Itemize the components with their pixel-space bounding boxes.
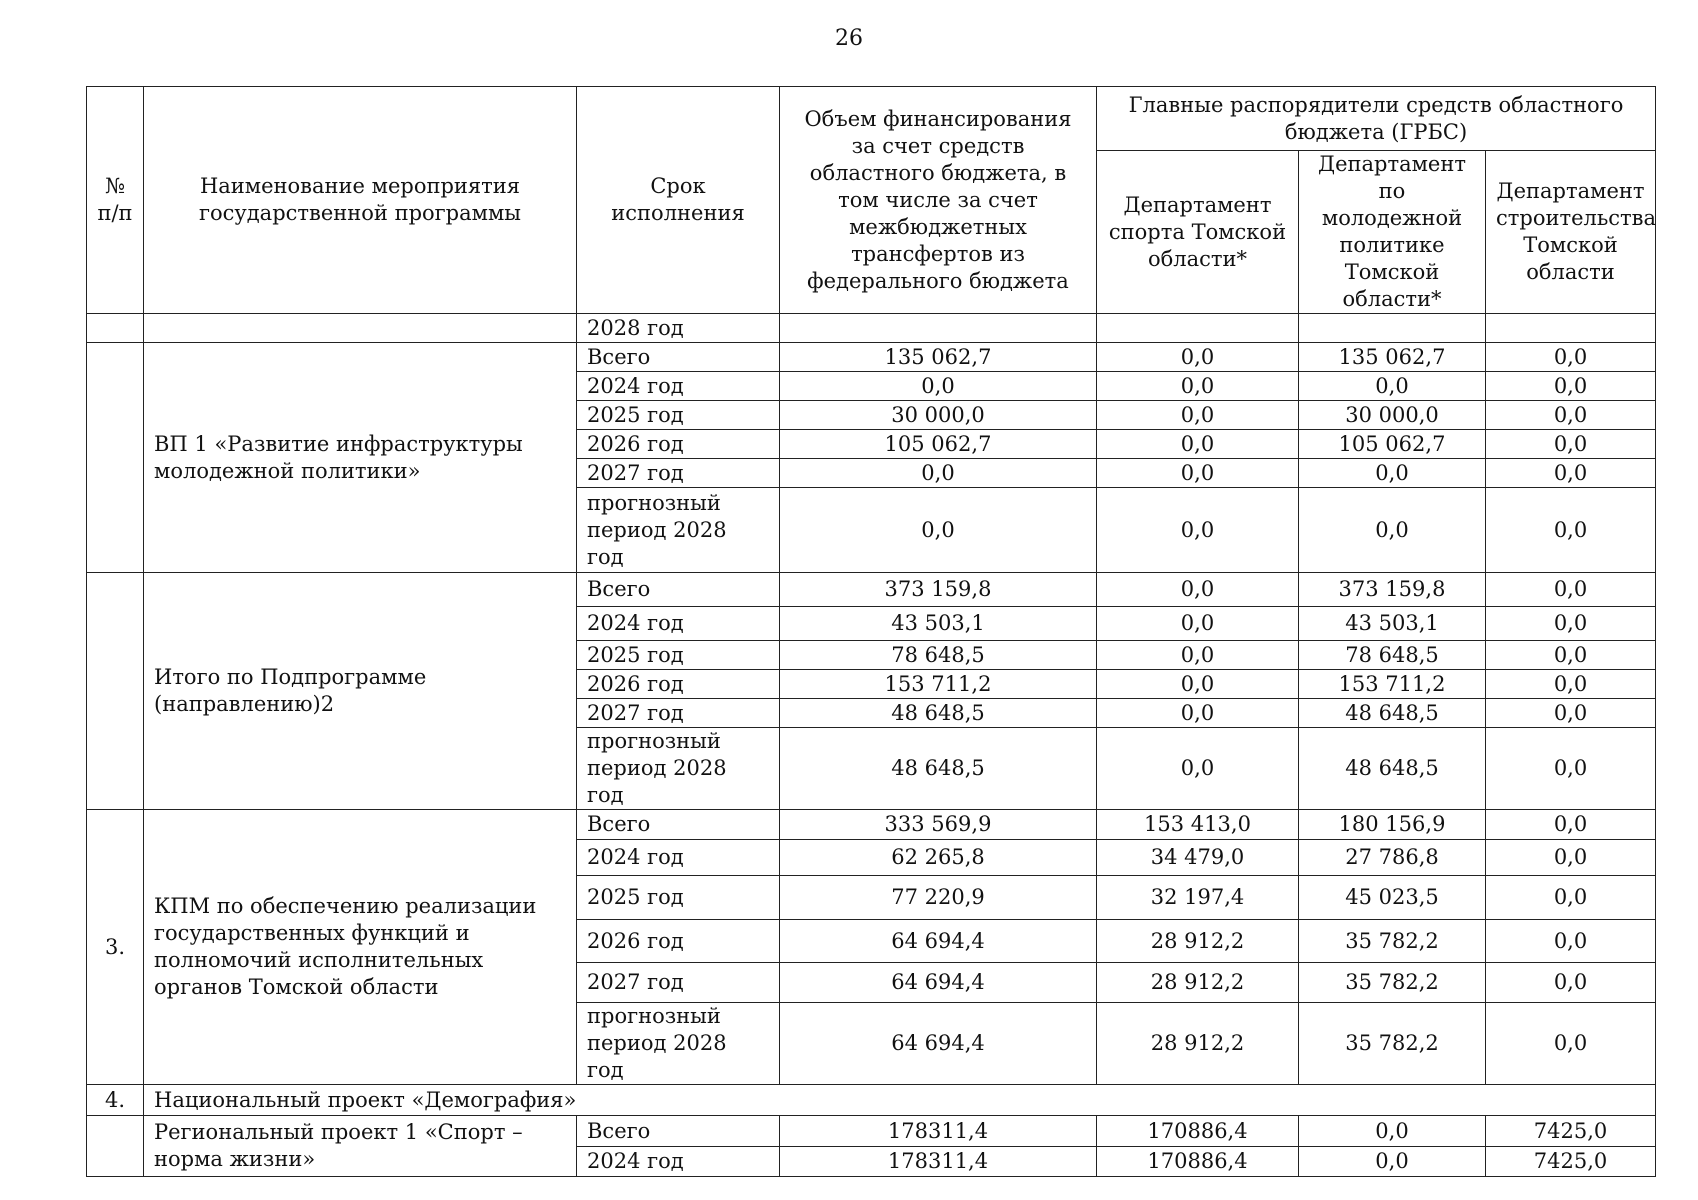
cell-sport: 0,0 (1097, 343, 1299, 372)
cell-sport: 170886,4 (1097, 1116, 1299, 1147)
table-row (87, 810, 1656, 840)
cell-youth: 27 786,8 (1299, 840, 1486, 876)
cell-total: 30 000,0 (780, 401, 1097, 430)
cell-term: 2028 год (577, 314, 780, 343)
cell-youth: 48 648,5 (1299, 699, 1486, 728)
cell-term: 2027 год (577, 699, 780, 728)
cell-sport: 170886,4 (1097, 1147, 1299, 1177)
cell-sport: 0,0 (1097, 372, 1299, 401)
cell-name (144, 314, 577, 343)
table-row (87, 314, 1656, 343)
cell-youth: 0,0 (1299, 372, 1486, 401)
cell-construction: 0,0 (1486, 573, 1656, 607)
cell-sport: 0,0 (1097, 401, 1299, 430)
header-dept-sport: Департамент спорта Томской области* (1097, 151, 1299, 314)
cell-total: 105 062,7 (780, 430, 1097, 459)
cell-construction: 0,0 (1486, 1003, 1656, 1085)
cell-total: 333 569,9 (780, 810, 1097, 840)
cell-term: 2026 год (577, 670, 780, 699)
cell-total: 43 503,1 (780, 607, 1097, 641)
cell-youth: 0,0 (1299, 1147, 1486, 1177)
cell-youth: 180 156,9 (1299, 810, 1486, 840)
cell-term: прогнозный период 2028 год (577, 488, 780, 573)
cell-term: прогнозный период 2028 год (577, 1003, 780, 1085)
cell-num (87, 343, 144, 573)
cell-youth: 373 159,8 (1299, 573, 1486, 607)
header-volume: Объем финансирования за счет средств областного бюджета, в том числе за счет межбюджетных трансфертов из федерального бюджета (780, 87, 1097, 314)
cell-total (780, 314, 1097, 343)
cell-construction: 0,0 (1486, 459, 1656, 488)
cell-youth: 78 648,5 (1299, 641, 1486, 670)
cell-term: 2024 год (577, 607, 780, 641)
cell-sport: 0,0 (1097, 699, 1299, 728)
cell-term: 2026 год (577, 920, 780, 963)
cell-sport (1097, 314, 1299, 343)
cell-youth: 30 000,0 (1299, 401, 1486, 430)
cell-term: Всего (577, 573, 780, 607)
cell-activity-name: КПМ по обеспечению реализации государственных функций и полномочий исполнительных органов Томской области (144, 810, 577, 1085)
cell-total: 78 648,5 (780, 641, 1097, 670)
cell-term: 2027 год (577, 459, 780, 488)
header-dept-construction: Департамент строительства Томской области (1486, 151, 1656, 314)
cell-construction: 7425,0 (1486, 1116, 1656, 1147)
cell-term: 2024 год (577, 1147, 780, 1177)
header-name: Наименование мероприятия государственной программы (144, 87, 577, 314)
cell-construction: 0,0 (1486, 876, 1656, 920)
cell-sport: 0,0 (1097, 488, 1299, 573)
cell-total: 135 062,7 (780, 343, 1097, 372)
cell-total: 0,0 (780, 372, 1097, 401)
table-row (87, 343, 1656, 372)
cell-sport: 28 912,2 (1097, 963, 1299, 1003)
cell-activity-name: ВП 1 «Развитие инфраструктуры молодежной политики» (144, 343, 577, 573)
cell-term: Всего (577, 343, 780, 372)
cell-term: 2026 год (577, 430, 780, 459)
cell-construction: 0,0 (1486, 343, 1656, 372)
cell-sport: 32 197,4 (1097, 876, 1299, 920)
page-number: 26 (835, 26, 863, 51)
cell-construction: 0,0 (1486, 920, 1656, 963)
cell-youth: 135 062,7 (1299, 343, 1486, 372)
cell-term: прогнозный период 2028 год (577, 728, 780, 810)
cell-youth (1299, 314, 1486, 343)
cell-total: 77 220,9 (780, 876, 1097, 920)
cell-num (87, 573, 144, 810)
cell-youth: 105 062,7 (1299, 430, 1486, 459)
cell-term: Всего (577, 1116, 780, 1147)
cell-construction: 0,0 (1486, 401, 1656, 430)
cell-construction: 0,0 (1486, 699, 1656, 728)
cell-sport: 0,0 (1097, 641, 1299, 670)
section-num: 4. (87, 1085, 144, 1116)
cell-term: 2027 год (577, 963, 780, 1003)
cell-construction: 7425,0 (1486, 1147, 1656, 1177)
cell-term: Всего (577, 810, 780, 840)
cell-term: 2024 год (577, 840, 780, 876)
cell-total: 64 694,4 (780, 1003, 1097, 1085)
cell-construction: 0,0 (1486, 810, 1656, 840)
cell-total: 48 648,5 (780, 728, 1097, 810)
cell-total: 178311,4 (780, 1116, 1097, 1147)
header-term: Срок исполнения (577, 87, 780, 314)
cell-youth: 43 503,1 (1299, 607, 1486, 641)
cell-sport: 0,0 (1097, 459, 1299, 488)
cell-youth: 0,0 (1299, 459, 1486, 488)
cell-construction: 0,0 (1486, 728, 1656, 810)
cell-sport: 0,0 (1097, 430, 1299, 459)
cell-construction: 0,0 (1486, 670, 1656, 699)
section-row (87, 1085, 1656, 1116)
cell-total: 373 159,8 (780, 573, 1097, 607)
cell-construction: 0,0 (1486, 963, 1656, 1003)
cell-construction: 0,0 (1486, 488, 1656, 573)
table-row (87, 1116, 1656, 1147)
cell-total: 64 694,4 (780, 963, 1097, 1003)
cell-term: 2024 год (577, 372, 780, 401)
cell-construction: 0,0 (1486, 372, 1656, 401)
cell-construction (1486, 314, 1656, 343)
cell-youth: 45 023,5 (1299, 876, 1486, 920)
cell-activity-name: Региональный проект 1 «Спорт – норма жизни» (144, 1116, 577, 1177)
header-num: № п/п (87, 87, 144, 314)
cell-total: 62 265,8 (780, 840, 1097, 876)
cell-activity-name: Итого по Подпрограмме (направлению)2 (144, 573, 577, 810)
cell-youth: 153 711,2 (1299, 670, 1486, 699)
cell-youth: 35 782,2 (1299, 1003, 1486, 1085)
cell-youth: 0,0 (1299, 1116, 1486, 1147)
cell-sport: 0,0 (1097, 607, 1299, 641)
cell-num: 3. (87, 810, 144, 1085)
table-row (87, 573, 1656, 607)
header-row-1 (87, 87, 1656, 151)
cell-total: 0,0 (780, 488, 1097, 573)
cell-sport: 34 479,0 (1097, 840, 1299, 876)
cell-term: 2025 год (577, 876, 780, 920)
cell-sport: 0,0 (1097, 670, 1299, 699)
cell-total: 178311,4 (780, 1147, 1097, 1177)
cell-sport: 28 912,2 (1097, 920, 1299, 963)
section-title: Национальный проект «Демография» (144, 1085, 1656, 1116)
financing-table (86, 86, 1656, 1177)
cell-youth: 35 782,2 (1299, 920, 1486, 963)
cell-youth: 0,0 (1299, 488, 1486, 573)
cell-total: 153 711,2 (780, 670, 1097, 699)
cell-total: 0,0 (780, 459, 1097, 488)
header-grbs: Главные распорядители средств областного бюджета (ГРБС) (1097, 87, 1656, 151)
cell-num (87, 314, 144, 343)
cell-sport: 0,0 (1097, 728, 1299, 810)
cell-sport: 153 413,0 (1097, 810, 1299, 840)
cell-youth: 35 782,2 (1299, 963, 1486, 1003)
cell-term: 2025 год (577, 641, 780, 670)
cell-construction: 0,0 (1486, 607, 1656, 641)
cell-total: 48 648,5 (780, 699, 1097, 728)
cell-term: 2025 год (577, 401, 780, 430)
cell-youth: 48 648,5 (1299, 728, 1486, 810)
cell-sport: 0,0 (1097, 573, 1299, 607)
header-dept-youth: Департамент по молодежной политике Томской области* (1299, 151, 1486, 314)
cell-sport: 28 912,2 (1097, 1003, 1299, 1085)
cell-construction: 0,0 (1486, 641, 1656, 670)
cell-construction: 0,0 (1486, 840, 1656, 876)
cell-num (87, 1116, 144, 1177)
cell-total: 64 694,4 (780, 920, 1097, 963)
cell-construction: 0,0 (1486, 430, 1656, 459)
